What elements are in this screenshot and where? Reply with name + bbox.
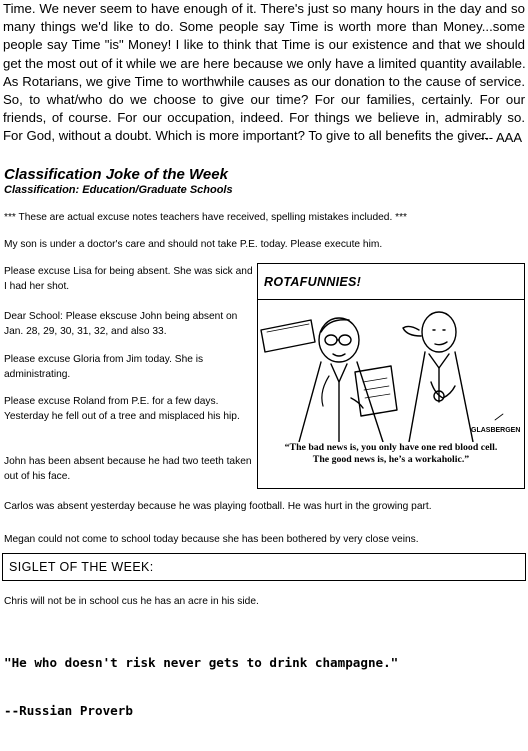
cartoon-caption	[258, 442, 524, 466]
caption-line: The good news is, he’s a workaholic.”	[312, 454, 470, 465]
patient-head	[422, 312, 456, 352]
closing-quote	[4, 623, 398, 751]
excuse-note: Please excuse Lisa for being absent. She was sick and I had her shot.	[4, 266, 253, 292]
siglet-box	[2, 553, 526, 581]
excuse-note: Dear School: Please ekscuse John being absent on Jan. 28, 29, 30, 31, 32, and also 33.	[4, 311, 238, 337]
siglet-label: SIGLET OF THE WEEK:	[9, 560, 154, 574]
intro-line: many things we'd like to do. Some people say Time is worth more than Money...some	[3, 19, 525, 35]
joke-section-title: Classification Joke of the Week	[4, 166, 228, 183]
excuse-note: Chris will not be in school cus he has an acre in his side.	[4, 596, 259, 607]
intro-line: people say Time "is" Money! I like to think that Time is our existence and that we should	[3, 37, 525, 53]
excuse-note: My son is under a doctor's care and should not take P.E. today. Please execute him.	[4, 239, 383, 250]
cartoon-artist-signature: GLASBERGEN	[471, 427, 521, 434]
intro-line: friends, of course. For our occupation, indeed. For things we believe in, admirably so.	[3, 110, 525, 126]
excuse-note: Please excuse Roland from P.E. for a few days. Yesterday he fell out of a tree and misplaced his hip.	[4, 396, 240, 422]
intro-signature: --- AAA	[480, 130, 522, 145]
excuse-note: Carlos was absent yesterday because he was playing football. He was hurt in the growing part.	[4, 501, 432, 512]
intro-line: As Rotarians, we give Time to worthwhile causes as our donation to the cause of service.	[3, 73, 525, 89]
cartoon-illustration	[259, 302, 523, 442]
rotafunnies-box	[257, 263, 525, 489]
excuse-note: Megan could not come to school today because she has been bothered by very close veins.	[4, 534, 419, 545]
intro-line: get the most out of it while we are here because we only have a limited quantity available.	[3, 55, 526, 71]
rotafunnies-header	[258, 264, 524, 300]
rotafunnies-title: ROTAFUNNIES!	[264, 275, 362, 289]
intro-line: For God, without a doubt. Which is more important? To give to all benefits the giver.	[3, 128, 489, 144]
excuse-note: John has been absent because he had two teeth taken out of his face.	[4, 456, 252, 482]
quote-attribution: --Russian Proverb	[4, 703, 133, 718]
joke-disclaimer: *** These are actual excuse notes teachers have received, spelling mistakes included. ***	[4, 212, 408, 223]
intro-line: So, to what/who do we choose to give our time? For our families, certainly. For our	[3, 92, 525, 108]
doctor-coat	[299, 362, 383, 442]
intro-paragraph	[3, 0, 525, 146]
intro-line: Time. We never seem to have enough of it. There's just so many hours in the day and so	[3, 1, 525, 16]
caption-line: “The bad news is, you only have one red blood cell.	[284, 442, 498, 453]
quote-text: "He who doesn't risk never gets to drink champagne."	[4, 655, 399, 670]
excuse-note: Please excuse Gloria from Jim today. She is administrating.	[4, 354, 204, 380]
joke-classification: Classification: Education/Graduate Schools	[4, 184, 233, 196]
